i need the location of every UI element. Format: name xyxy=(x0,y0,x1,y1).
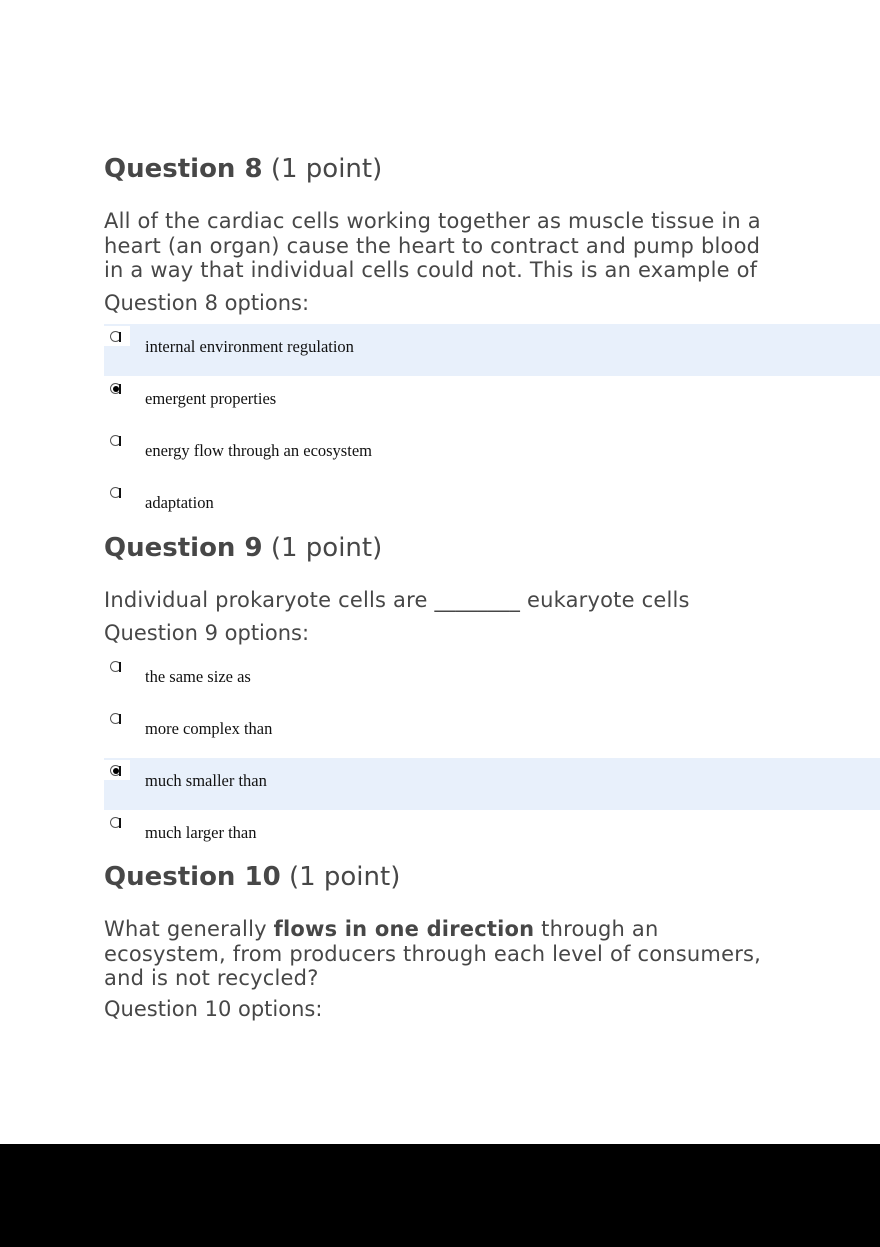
question-8-number: Question 8 xyxy=(104,154,263,184)
question-10-title xyxy=(104,862,400,892)
radio-tick xyxy=(119,662,121,672)
radio-box xyxy=(104,760,130,780)
option-label: the same size as xyxy=(145,667,251,686)
radio-tick xyxy=(119,766,121,776)
question-10-text-before: What generally xyxy=(104,917,274,941)
question-10-text-after: through an ecosystem, from producers through each level of consumers, and is not recycled? xyxy=(104,917,762,990)
question-10-points: (1 point) xyxy=(288,862,401,892)
option-label: adaptation xyxy=(145,493,214,512)
radio-box xyxy=(104,378,130,398)
radio-box xyxy=(104,430,130,450)
question-9-option-1[interactable] xyxy=(104,654,880,706)
question-9-text: Individual prokaryote cells are ________ eukaryote cells xyxy=(104,588,690,612)
option-label: much smaller than xyxy=(145,771,267,790)
radio-tick xyxy=(119,332,121,342)
question-10-text xyxy=(104,917,764,991)
radio-box xyxy=(104,812,130,832)
question-10-options-label: Question 10 options: xyxy=(104,997,323,1021)
question-9-points: (1 point) xyxy=(270,533,383,563)
question-10-text-bold: flows in one direction xyxy=(273,917,535,941)
option-label: energy flow through an ecosystem xyxy=(145,441,372,460)
question-8-title xyxy=(104,154,382,184)
radio-box xyxy=(104,708,130,728)
question-8-option-3[interactable] xyxy=(104,428,880,480)
radio-tick xyxy=(119,384,121,394)
option-label: more complex than xyxy=(145,719,273,738)
question-8-option-4[interactable] xyxy=(104,480,880,532)
option-label: emergent properties xyxy=(145,389,277,408)
question-9-option-4[interactable] xyxy=(104,810,880,862)
radio-box xyxy=(104,482,130,502)
question-10-number: Question 10 xyxy=(104,862,281,892)
question-8-text: All of the cardiac cells working together as muscle tissue in a heart (an organ) cause the heart to contract and pump blood in a way that individual cells could not. This is an example of xyxy=(104,209,761,282)
question-8-option-2[interactable] xyxy=(104,376,880,428)
question-9-option-2[interactable] xyxy=(104,706,880,758)
question-9-number: Question 9 xyxy=(104,533,263,563)
radio-tick xyxy=(119,488,121,498)
question-9-options-label: Question 9 options: xyxy=(104,621,310,645)
question-8-options-label: Question 8 options: xyxy=(104,291,310,315)
question-8-points: (1 point) xyxy=(270,154,383,184)
radio-tick xyxy=(119,818,121,828)
option-label: much larger than xyxy=(145,823,257,842)
question-9-title xyxy=(104,533,382,563)
radio-box xyxy=(104,326,130,346)
radio-tick xyxy=(119,714,121,724)
option-label: internal environment regulation xyxy=(145,337,354,356)
radio-box xyxy=(104,656,130,676)
question-9-option-3[interactable] xyxy=(104,758,880,810)
question-8-option-1[interactable] xyxy=(104,324,880,376)
radio-tick xyxy=(119,436,121,446)
